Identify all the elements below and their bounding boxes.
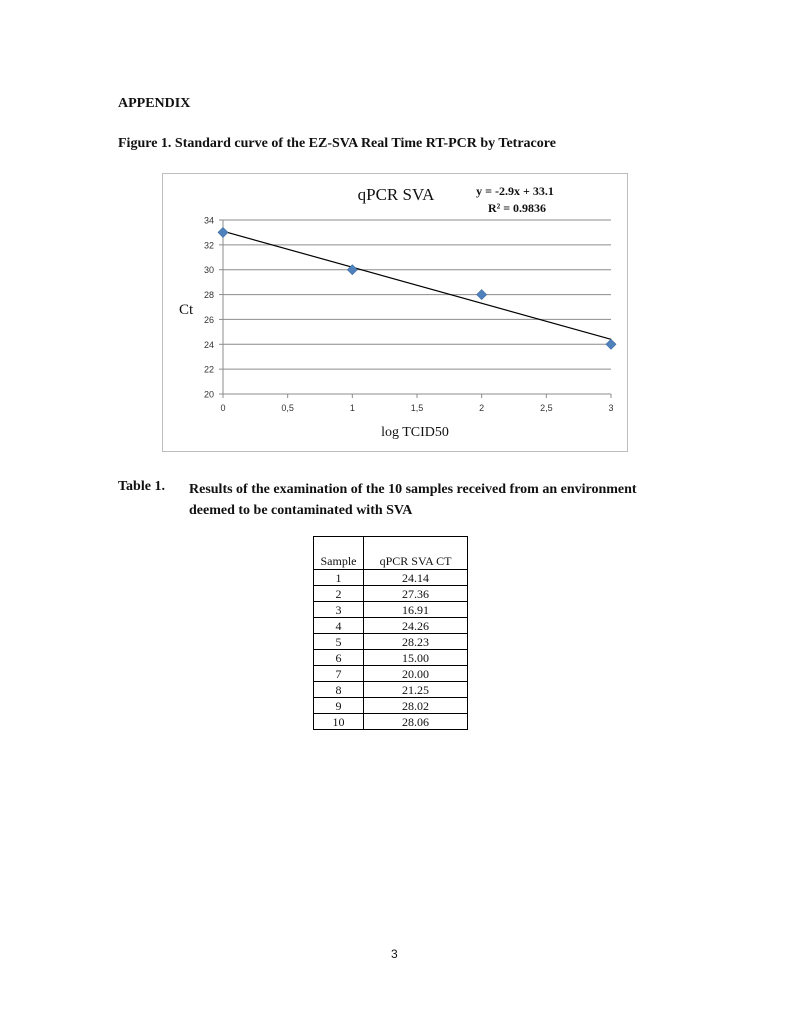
ct-cell: 28.02 [364, 698, 468, 714]
y-tick-label: 24 [203, 339, 214, 350]
y-tick-label: 30 [203, 265, 214, 276]
y-tick-label: 20 [203, 389, 214, 400]
standard-curve-chart [163, 174, 629, 453]
x-tick-label: 1 [349, 403, 355, 413]
ct-cell: 15.00 [364, 650, 468, 666]
sample-cell: 1 [314, 570, 364, 586]
ct-cell: 27.36 [364, 586, 468, 602]
x-tick-label: 0 [220, 403, 226, 413]
data-point [477, 290, 487, 300]
y-tick-label: 34 [203, 215, 214, 226]
table-row [314, 682, 468, 698]
ct-cell: 24.26 [364, 618, 468, 634]
r-squared-label: R² = 0.9836 [487, 201, 547, 215]
table-header-row [314, 537, 468, 570]
column-header-sample: Sample [314, 537, 364, 570]
x-axis-label: log TCID50 [381, 425, 449, 440]
sample-cell: 3 [314, 602, 364, 618]
x-tick-label: 1,5 [410, 403, 424, 413]
y-tick-label: 26 [203, 314, 214, 325]
sample-cell: 5 [314, 634, 364, 650]
x-tick-label: 3 [608, 403, 614, 413]
sample-cell: 6 [314, 650, 364, 666]
table-row [314, 602, 468, 618]
x-tick-label: 0,5 [281, 403, 294, 413]
ct-cell: 21.25 [364, 682, 468, 698]
trendline [223, 231, 611, 339]
ct-cell: 20.00 [364, 666, 468, 682]
table-row [314, 714, 468, 730]
x-tick-label: 2 [479, 403, 485, 413]
sample-cell: 2 [314, 586, 364, 602]
appendix-heading: APPENDIX [118, 96, 191, 111]
table-caption: Results of the examination of the 10 samples received from an environment deemed to be contaminated with SVA [189, 482, 637, 518]
chart-title: qPCR SVA [357, 185, 435, 204]
y-tick-label: 28 [203, 290, 214, 301]
ct-cell: 28.23 [364, 634, 468, 650]
sample-cell: 8 [314, 682, 364, 698]
data-point [218, 227, 228, 237]
y-tick-label: 22 [203, 364, 214, 375]
chart-frame [162, 173, 628, 452]
x-tick-label: 2,5 [540, 403, 553, 413]
data-point [606, 339, 616, 349]
sample-cell: 9 [314, 698, 364, 714]
trendline-equation: y = -2.9x + 33.1 [476, 184, 554, 198]
table-label: Table 1. [118, 479, 165, 494]
ct-cell: 16.91 [364, 602, 468, 618]
results-table [313, 536, 468, 730]
ct-cell: 24.14 [364, 570, 468, 586]
page-number: 3 [391, 947, 398, 961]
sample-cell: 4 [314, 618, 364, 634]
y-axis-label: Ct [179, 302, 194, 318]
sample-cell: 7 [314, 666, 364, 682]
sample-cell: 10 [314, 714, 364, 730]
figure-caption: Figure 1. Standard curve of the EZ-SVA Real Time RT-PCR by Tetracore [118, 136, 556, 151]
table-row [314, 634, 468, 650]
ct-cell: 28.06 [364, 714, 468, 730]
table-row [314, 650, 468, 666]
column-header-ct: qPCR SVA CT [364, 537, 468, 570]
table-row [314, 698, 468, 714]
table-row [314, 570, 468, 586]
y-tick-label: 32 [203, 240, 214, 251]
table-row [314, 618, 468, 634]
table-row [314, 666, 468, 682]
table-row [314, 586, 468, 602]
